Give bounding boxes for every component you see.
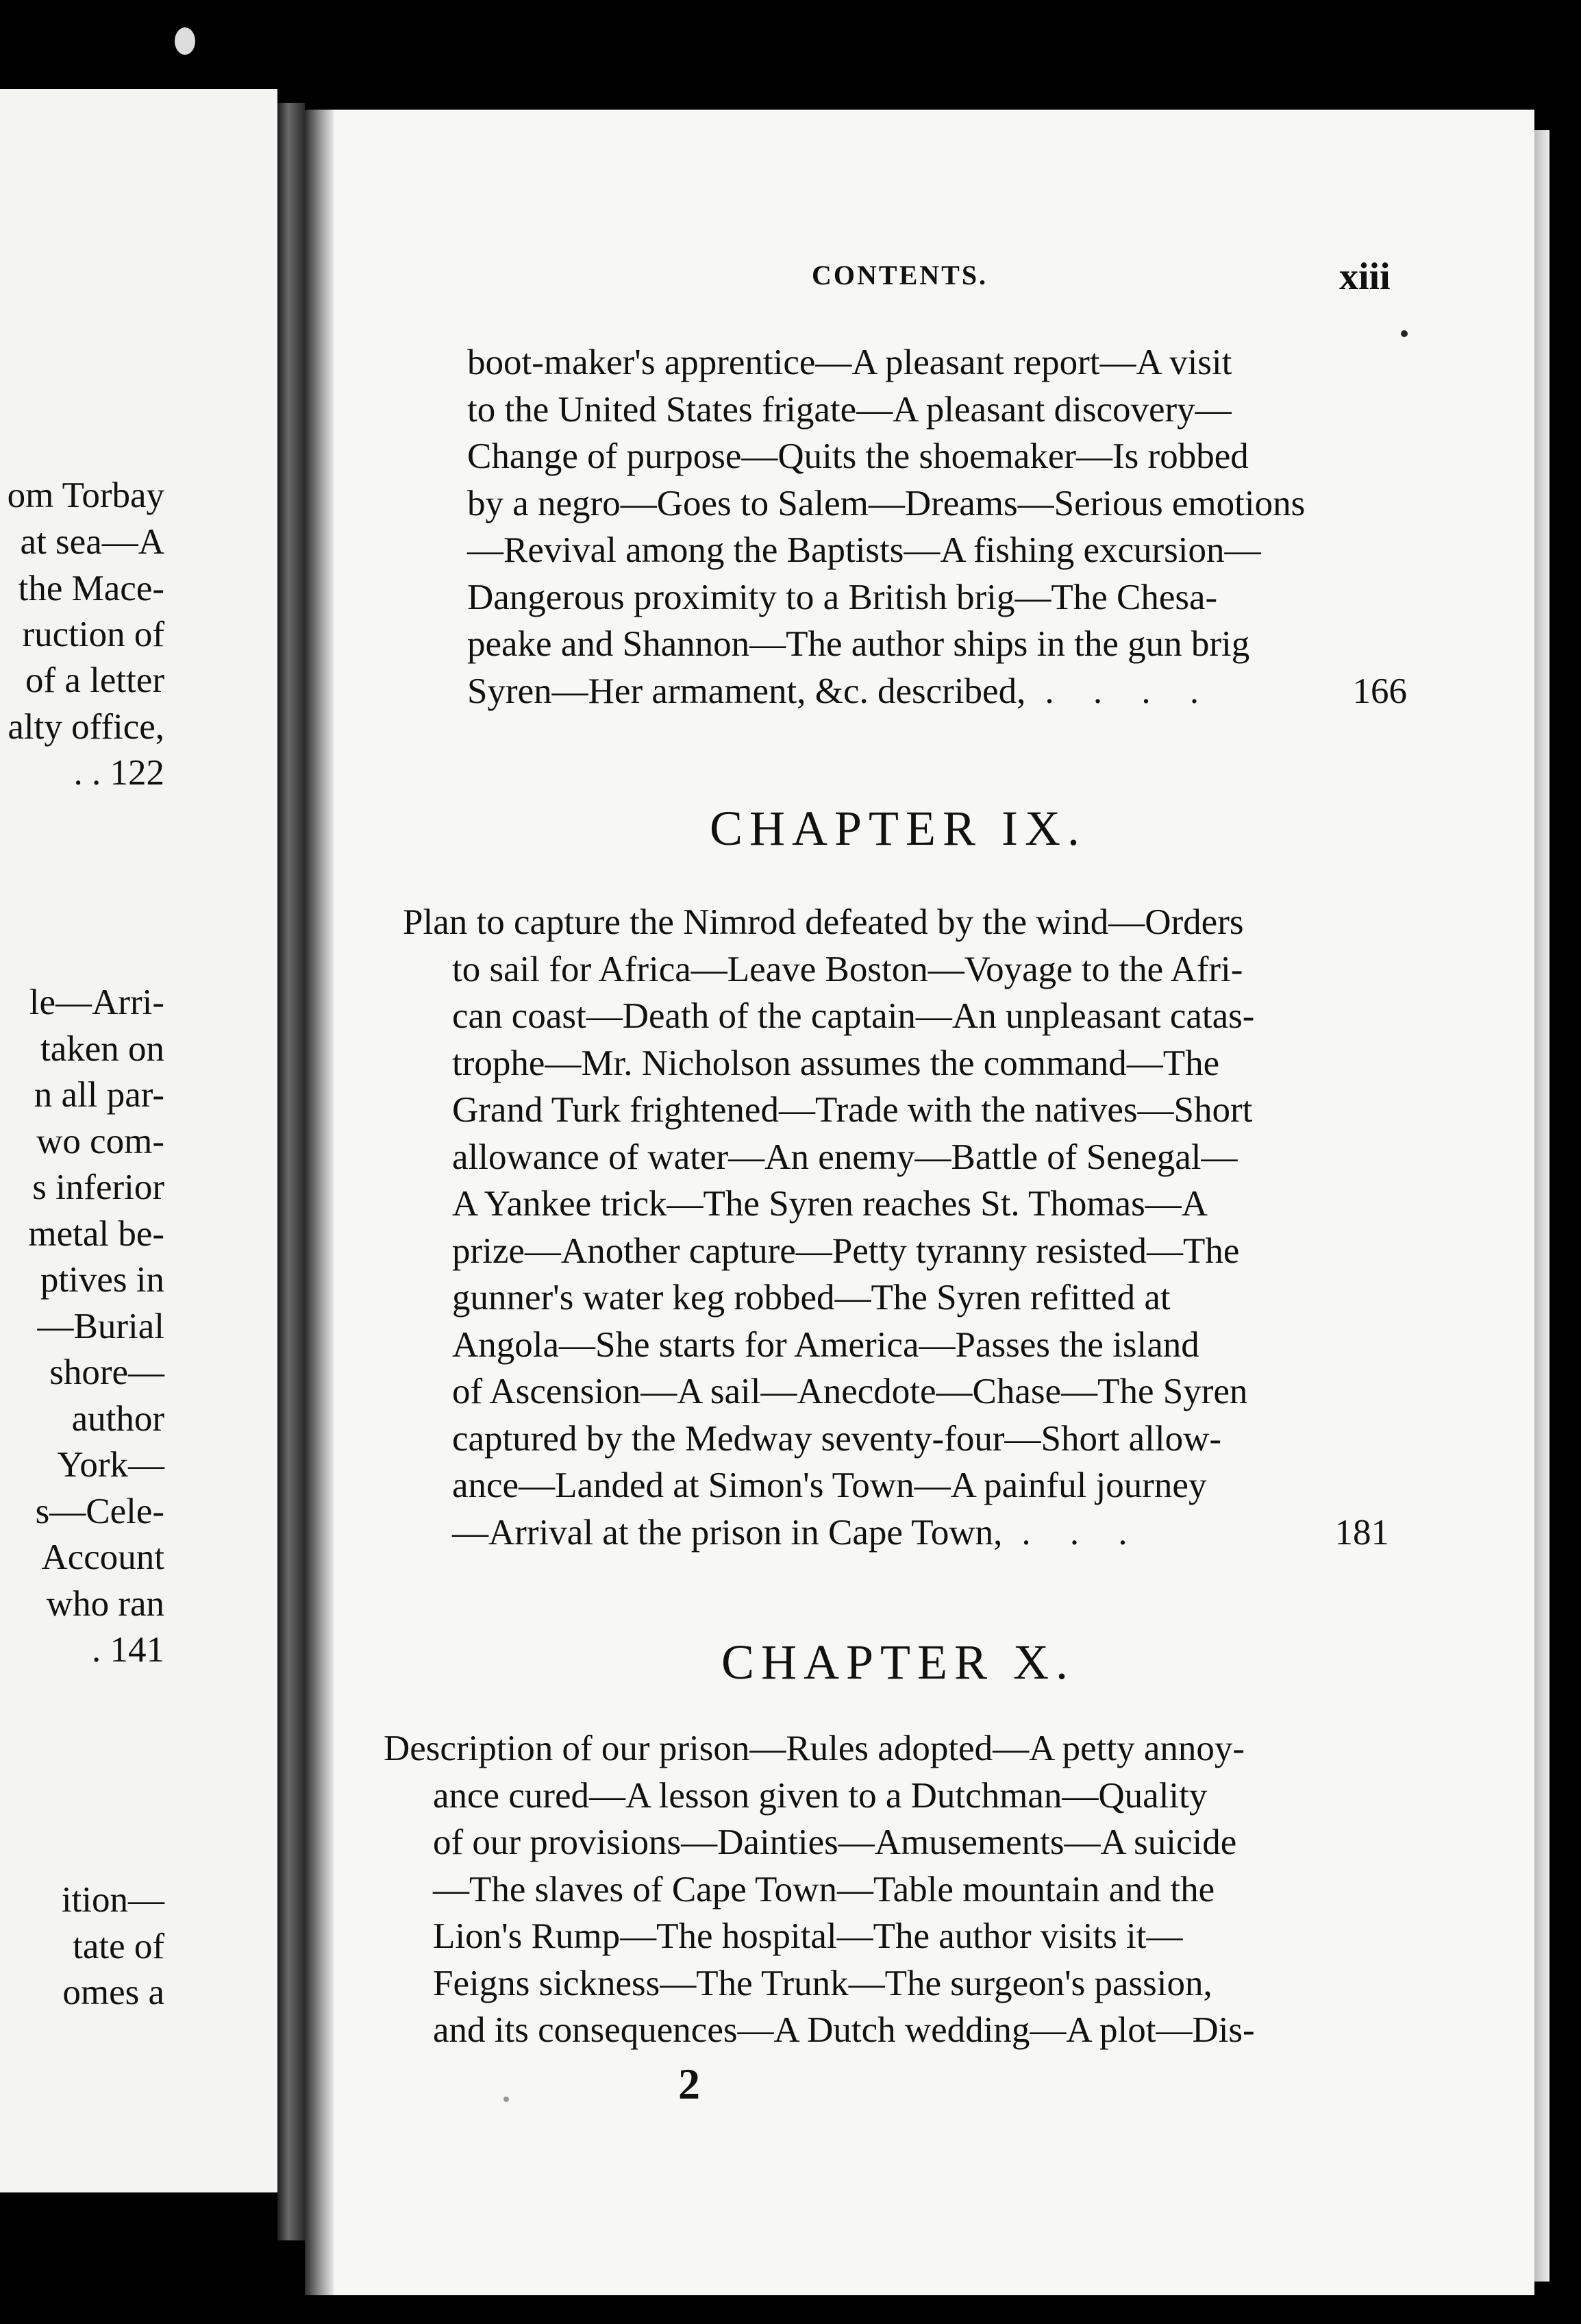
dot-leader: . . . — [1021, 1512, 1143, 1553]
previous-page-line: taken on — [40, 1029, 164, 1069]
previous-page-line: at sea—A — [20, 522, 164, 562]
previous-page-line: s—Cele- — [35, 1492, 164, 1531]
previous-page-line: alty office, — [8, 707, 164, 747]
entry-line: gunner's water keg robbed—The Syren refitted at — [452, 1278, 1171, 1318]
previous-page-line: ition— — [61, 1880, 164, 1920]
entry-line: of Ascension—A sail—Anecdote—Chase—The Syren — [452, 1372, 1248, 1411]
chapter-heading-x: CHAPTER X. — [721, 1635, 1075, 1690]
entry-line: by a negro—Goes to Salem—Dreams—Serious emotions — [467, 483, 1306, 523]
entry-line: Lion's Rump—The hospital—The author visits it— — [433, 1916, 1183, 1956]
entry-page-reference: 181 — [1334, 1512, 1389, 1553]
entry-line: peake and Shannon—The author ships in the gun brig — [467, 624, 1250, 664]
entry-line: prize—Another capture—Petty tyranny resisted—The — [452, 1231, 1240, 1271]
previous-page-line: Account — [41, 1537, 164, 1577]
previous-page-line: omes a — [62, 1973, 164, 2012]
dot-leader: . . . . — [1045, 671, 1215, 711]
previous-page-line: shore— — [49, 1352, 164, 1392]
contents-entry-chapter-ix — [403, 899, 1389, 1556]
entry-first-line: Description of our prison—Rules adopted—A petty annoy- — [384, 1729, 1245, 1768]
previous-page-line: author — [71, 1399, 164, 1439]
previous-page-line: metal be- — [28, 1214, 164, 1254]
entry-line: of our provisions—Dainties—Amusements—A suicide — [433, 1822, 1237, 1862]
entry-first-line: Plan to capture the Nimrod defeated by the wind—Orders — [403, 902, 1244, 942]
entry-line: to sail for Africa—Leave Boston—Voyage to the Afri- — [452, 949, 1243, 989]
previous-page-line: the Mace- — [18, 569, 164, 608]
entry-line: Grand Turk frightened—Trade with the natives—Short — [452, 1090, 1253, 1130]
page-number: xiii — [1339, 256, 1391, 298]
previous-page-line: . . 122 — [73, 753, 164, 793]
entry-line: allowance of water—An enemy—Battle of Senegal— — [452, 1137, 1238, 1177]
previous-page-line: tate of — [73, 1927, 164, 1966]
entry-line: to the United States frigate—A pleasant discovery— — [467, 389, 1232, 430]
entry-line: —Revival among the Baptists—A fishing excursion— — [467, 530, 1261, 570]
entry-line: boot-maker's apprentice—A pleasant report—A visit — [467, 343, 1232, 382]
previous-page-line: wo com- — [36, 1122, 164, 1161]
page-edge — [1534, 130, 1549, 2282]
entry-last-line — [452, 1509, 1389, 1557]
printer-signature-mark: 2 — [678, 2060, 700, 2108]
previous-page-line: le—Arri- — [29, 982, 164, 1022]
entry-line: Angola—She starts for America—Passes the island — [452, 1324, 1199, 1365]
entry-line: and its consequences—A Dutch wedding—A plot—Dis- — [433, 2010, 1255, 2050]
entry-line: Feigns sickness—The Trunk—The surgeon's passion, — [433, 1963, 1212, 2003]
entry-line: —The slaves of Cape Town—Table mountain and the — [433, 1869, 1215, 1909]
scan-speck — [503, 2097, 509, 2102]
entry-page-reference: 166 — [1352, 671, 1407, 711]
book-spine-shadow — [305, 110, 334, 2295]
running-head: CONTENTS. — [812, 260, 988, 290]
chapter-heading-ix: CHAPTER IX. — [709, 801, 1086, 856]
previous-page-line: ruction of — [22, 615, 164, 654]
left-page-gutter-shadow — [277, 103, 305, 2240]
entry-line: ance—Landed at Simon's Town—A painful journey — [452, 1466, 1207, 1505]
contents-entry-chapter-x — [384, 1725, 1375, 2054]
entry-last-line-text: Syren—Her armament, &c. described, — [467, 671, 1026, 711]
previous-page-line: York— — [57, 1445, 164, 1485]
scan-speck — [175, 27, 195, 55]
entry-line: A Yankee trick—The Syren reaches St. Thomas—A — [452, 1184, 1208, 1224]
previous-page-line: om Torbay — [7, 475, 164, 515]
entry-line: ance cured—A lesson given to a Dutchman—Quality — [433, 1775, 1208, 1816]
entry-last-line — [467, 668, 1407, 715]
scan-speck — [1401, 330, 1408, 337]
previous-page-line: ptives in — [40, 1260, 164, 1300]
entry-line: trophe—Mr. Nicholson assumes the command—The — [452, 1043, 1220, 1083]
previous-page-line: —Burial — [37, 1307, 164, 1346]
contents-entry-chapter-viii-continued — [467, 339, 1407, 715]
entry-line: Change of purpose—Quits the shoemaker—Is robbed — [467, 436, 1249, 476]
entry-line: captured by the Medway seventy-four—Short allow- — [452, 1418, 1221, 1459]
previous-page-line: of a letter — [25, 660, 164, 700]
entry-line: Dangerous proximity to a British brig—The Chesa- — [467, 577, 1218, 617]
previous-page-line: n all par- — [34, 1075, 164, 1115]
entry-last-line-text: —Arrival at the prison in Cape Town, — [452, 1512, 1003, 1553]
previous-page-line: who ran — [46, 1584, 164, 1624]
previous-page-line: . 141 — [92, 1630, 164, 1670]
entry-line: can coast—Death of the captain—An unpleasant catas- — [452, 996, 1255, 1036]
previous-page-line: s inferior — [32, 1167, 164, 1207]
